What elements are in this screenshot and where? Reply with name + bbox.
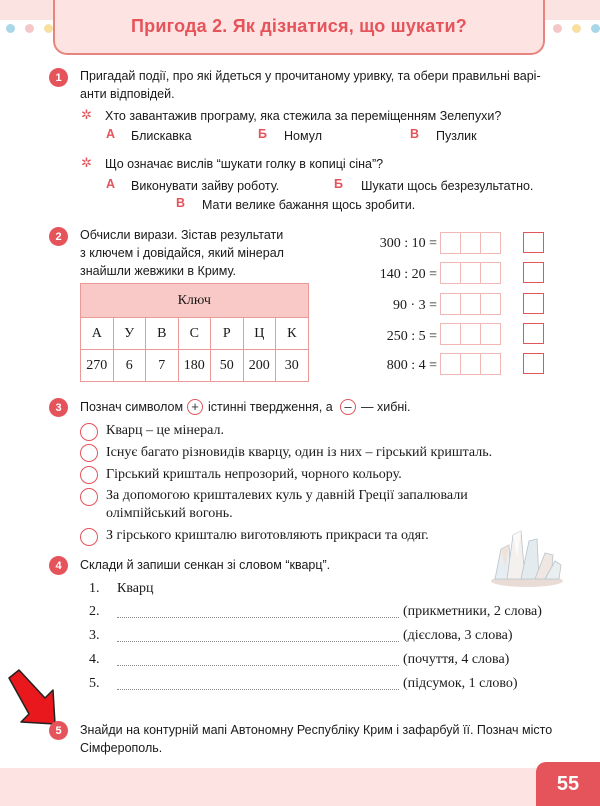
answer-cells[interactable] [440,323,500,345]
page-title: Пригода 2. Як дізнатися, що шукати? [131,16,467,36]
mark-circle[interactable] [80,444,98,462]
task-3-instruction-part: Познач символом [80,400,184,414]
letter-answer-box[interactable] [523,232,544,253]
task-4-number: 4 [49,556,68,575]
mark-circle[interactable] [80,423,98,441]
red-arrow-icon [5,668,63,728]
statement: олімпійський вогонь. [106,506,233,521]
sun-bullet-icon: ✲ [81,107,92,122]
senkan-hint: (почуття, 4 слова) [403,652,510,667]
mark-circle[interactable] [80,528,98,546]
key-letter: У [113,318,146,350]
key-table-title: Ключ [81,284,309,318]
mark-circle[interactable] [80,488,98,506]
decorative-dots-left [6,24,53,36]
key-value: 30 [276,350,309,382]
mark-circle[interactable] [80,466,98,484]
senkan-line-number: 1. [89,581,100,596]
key-value: 7 [146,350,179,382]
expression: 300 : 10 = [379,236,437,251]
option-answer[interactable]: Шукати щось безрезультатно. [361,179,534,193]
senkan-line-number: 4. [89,652,100,667]
minus-symbol-icon: – [340,399,356,415]
option-letter[interactable]: В [410,127,420,141]
answer-cells[interactable] [440,353,500,375]
letter-answer-box[interactable] [523,353,544,374]
page-number: 55 [536,762,600,806]
option-answer[interactable]: Мати велике бажання щось зробити. [202,198,416,212]
task-2-instruction: Обчисли вирази. Зістав результати з ключем і довідайся, який мінерал знайшли жевжики в Криму. [80,228,284,278]
answer-line[interactable] [117,689,399,690]
option-letter[interactable]: Б [334,177,343,191]
option-letter[interactable]: А [106,127,116,141]
task-3-instruction-part: — хибні. [361,400,411,414]
option-answer[interactable]: Блискавка [131,129,192,143]
task-4-instruction: Склади й запиши сенкан зі словом “кварц”. [80,558,331,572]
key-value: 200 [243,350,276,382]
senkan-hint: (прикметники, 2 слова) [403,604,542,619]
letter-answer-box[interactable] [523,262,544,283]
plus-symbol-icon: + [187,399,203,415]
option-letter[interactable]: Б [258,127,267,141]
key-letter: Р [211,318,244,350]
letter-answer-box[interactable] [523,293,544,314]
senkan-hint: (підсумок, 1 слово) [403,676,518,691]
task-3-number: 3 [49,398,68,417]
senkan-word: Кварц [117,581,154,596]
decorative-dots-right [553,24,600,36]
key-letter: А [81,318,114,350]
key-letter: К [276,318,309,350]
task-5-instruction: Знайди на контурній мапі Автономну Республіку Крим і зафарбуй її. Познач місто Сімферополь. [80,723,553,755]
answer-line[interactable] [117,641,399,642]
key-value: 6 [113,350,146,382]
expression: 800 : 4 = [386,358,437,373]
key-value: 270 [81,350,114,382]
senkan-hint: (дієслова, 3 слова) [403,628,513,643]
expression: 90 · 3 = [392,298,437,313]
answer-line[interactable] [117,665,399,666]
sun-bullet-icon: ✲ [81,155,92,170]
answer-cells[interactable] [440,293,500,315]
key-letter: Ц [243,318,276,350]
expression: 140 : 20 = [379,267,437,282]
task-3-instruction-part: істинні твердження, а [208,400,333,414]
statement: За допомогою кришталевих куль у давній Греції запалювали [106,488,468,503]
task-1-instruction: Пригадай події, про які йдеться у прочитаному уривку, та обери правильні варі- анти відповідей. [80,69,541,101]
option-answer[interactable]: Виконувати зайву роботу. [131,179,280,193]
senkan-line-number: 3. [89,628,100,643]
option-letter[interactable]: В [176,196,186,210]
footer-bar [0,768,536,806]
senkan-line-number: 2. [89,604,100,619]
quartz-crystal-illustration [485,527,565,587]
option-answer[interactable]: Пузлик [436,129,477,143]
key-value: 180 [178,350,211,382]
key-letter: С [178,318,211,350]
task-1-number: 1 [49,68,68,87]
key-value: 50 [211,350,244,382]
task-2-number: 2 [49,227,68,246]
answer-cells[interactable] [440,232,500,254]
statement: Кварц – це мінерал. [106,423,224,438]
key-letter: В [146,318,179,350]
expression: 250 : 5 = [386,329,437,344]
option-answer[interactable]: Номул [284,129,322,143]
option-letter[interactable]: А [106,177,116,191]
statement: Гірський кришталь непрозорий, чорного кольору. [106,467,402,482]
page-title-box [53,0,545,55]
statement: З гірського кришталю виготовляють прикраси та одяг. [106,528,429,543]
senkan-line-number: 5. [89,676,100,691]
letter-answer-box[interactable] [523,323,544,344]
task-5-number: 5 [49,721,68,740]
answer-cells[interactable] [440,262,500,284]
statement: Існує багато різновидів кварцу, один із них – гірський кришталь. [106,445,493,460]
question-1-text: Хто завантажив програму, яка стежила за переміщенням Зелепухи? [105,109,502,123]
answer-line[interactable] [117,617,399,618]
key-table [80,283,309,382]
question-2-text: Що означає вислів “шукати голку в копиці сіна”? [105,157,384,171]
